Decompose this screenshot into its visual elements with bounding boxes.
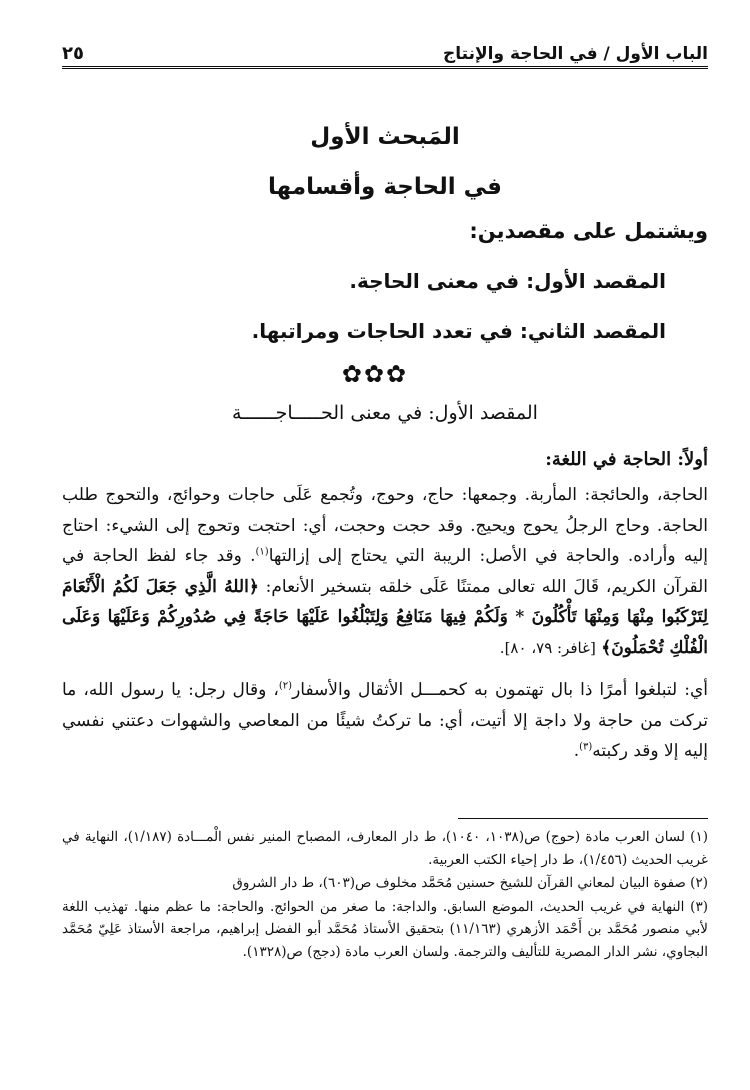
objective-1: المقصد الأول: في معنى الحاجة. — [349, 269, 666, 293]
paragraph-3 — [62, 675, 708, 767]
body-text — [62, 480, 708, 767]
paragraph-1-end: . — [250, 546, 256, 566]
footnote-1: (١) لسان العرب مادة (حوج) ص(١٠٣٨، ١٠٤٠)، ط دار المعارف، المصباح المنير نفس الْمـــادة (١/١٨٧)، النهاية في غريب الحديث (١/٤٥٦)، ط دار إحياء الكتب العربية. — [62, 829, 708, 868]
footnote-2: (٢) صفوة البيان لمعاني القرآن للشيخ حسنين مُحَمَّد مخلوف ص(٦٠٣)، ط دار الشروق — [232, 875, 708, 891]
objective-2: المقصد الثاني: في تعدد الحاجات ومراتبها. — [251, 319, 666, 343]
page-header — [62, 36, 708, 64]
footnotes — [62, 826, 708, 964]
paragraph-gap — [62, 663, 708, 675]
header-rule — [62, 66, 708, 69]
footnote-ref-3: (٣) — [579, 741, 593, 753]
verse-citation: [غافر: ٧٩، ٨٠]. — [499, 638, 596, 657]
footnote-ref-1: (١) — [255, 546, 269, 558]
subsection-heading: أولاً: الحاجة في اللغة: — [545, 449, 708, 470]
footnote-ref-2: (٢) — [278, 680, 293, 692]
section-title: المَبحث الأول — [310, 124, 460, 150]
paragraph-3-end: . — [573, 741, 580, 761]
objectives-list — [62, 216, 708, 346]
footnote-rule — [458, 818, 708, 819]
quran-verse: ﴿اللهُ الَّذِي جَعَلَ لَكُمُ الْأَنْعَامَ لِتَرْكَبُوا مِنْهَا وَمِنْهَا تَأْكُلُونَ * وَلَكُمْ فِيهَا مَنَافِعُ وَلِتَبْلُغُوا عَلَيْهَا حَاجَةً فِي صُدُورِكُمْ وَعَلَيْهَا وَعَلَى الْفُلْكِ تُحْمَلُونَ﴾ — [62, 576, 708, 658]
paragraph-3-cont: ، وقال رجل: يا رسول الله، ما تركت من حاجة ولا داجة إلا أتيت، أي: ما تركتُ شيئًا من المعاصي والشهوات دعتني نفسي إليه إلا وقد ركبته — [62, 680, 708, 761]
section-subtitle: في الحاجة وأقسامها — [268, 174, 502, 200]
footnote-3: (٣) النهاية في غريب الحديث، الموضع السابق. والداجة: ما صغر من الحوائج. والحاجة: ما عظم منها. تهذيب اللغة لأبي منصور مُحَمَّد بن أَحْمَد الأزهري (١١/١٦٣) بتحقيق الأستاذ مُحَمَّد أبو الفضل إبراهيم، مراجعة الأستاذ عَلِيّ مُحَمَّد البجاوي، نشر الدار المصرية للتأليف والترجمة. ولسان العرب مادة (دجج) ص(١٣٢٨). — [62, 898, 708, 960]
running-title: الباب الأول / في الحاجة والإنتاج — [443, 44, 708, 64]
flower-ornament-icon: ✿✿✿ — [341, 360, 409, 388]
objectives-heading: ويشتمل على مقصدين: — [469, 219, 708, 243]
paragraph-1 — [62, 480, 708, 663]
objective-heading: المقصد الأول: في معنى الحـــــاجــــــة — [232, 402, 538, 424]
paragraph-2-intro: وقد جاء لفظ الحاجة في القرآن الكريم، قَالَ الله تعالى ممتنًا عَلَى خلقه بتسخير الأنعام: — [62, 546, 709, 597]
section-title-block — [62, 120, 708, 204]
paragraph-3-text: أي: لتبلغوا أمرًا ذا بال تهتمون به كحمـــل الأثقال والأسفار — [292, 680, 708, 700]
page-number: ٢٥ — [62, 43, 84, 64]
paragraph-1-text: الحاجة، والحائجة: المأربة. وجمعها: حاج، وحوج، وتُجمع عَلَى حاجات وحوائج، والتحوج طلب الحاجة. وحاج الرجلُ يحوج ويحيج. وقد حجت وحجت، أي: احتجت وتحوج إلى الشيء: احتاج إليه وأراده. والحاجة في الأصل: الريبة التي يحتاج إلى إزالتها — [62, 485, 709, 566]
